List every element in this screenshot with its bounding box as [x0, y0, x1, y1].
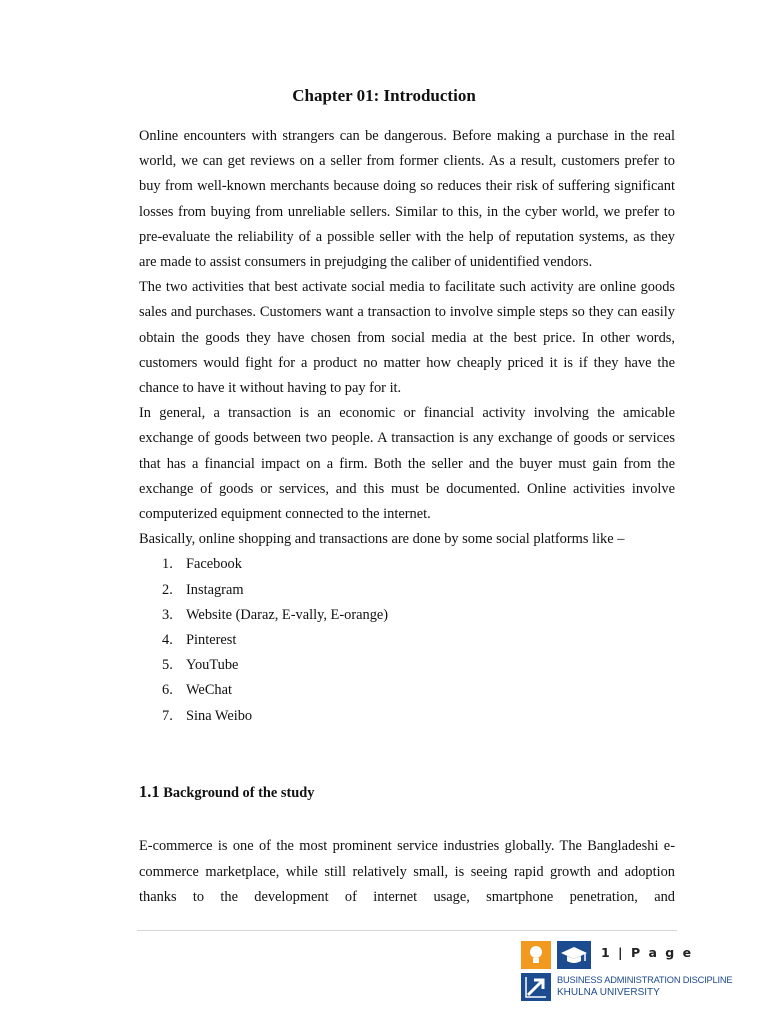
- graduation-cap-icon: [557, 941, 591, 969]
- lightbulb-icon: [521, 941, 551, 969]
- list-item-number: 7.: [162, 707, 173, 724]
- list-item: [139, 678, 675, 703]
- list-item-label: Sina Weibo: [186, 707, 253, 724]
- section-paragraph: E-commerce is one of the most prominent service industries globally. The Bangladeshi e-commerce marketplace, while still relatively small, is seeing rapid growth and adoption thanks to the development of internet usage, smartphone penetration, and: [139, 838, 675, 905]
- list-item-number: 2.: [162, 581, 173, 598]
- list-item: [139, 603, 675, 628]
- university-name: KHULNA UNIVERSITY: [557, 987, 660, 998]
- list-item-label: WeChat: [186, 682, 232, 699]
- list-item: [139, 704, 675, 729]
- section-heading: [139, 782, 315, 802]
- intro-paragraph-3: In general, a transaction is an economic or financial activity involving the amicable exchange of goods between two people. A transaction is any exchange of goods or services that has a financial impact on a firm. Both the seller and the buyer must gain from the exchange of goods or services, and this must be documented. Online activities involve computerized equipment connected to the internet.: [139, 405, 675, 523]
- list-item: [139, 578, 675, 603]
- page-footer: [519, 940, 733, 1002]
- chapter-title: Chapter 01: Introduction: [292, 86, 476, 105]
- page-number: 1 | P a g e: [601, 945, 694, 960]
- intro-paragraph-4: Basically, online shopping and transactions are done by some social platforms like –: [139, 531, 625, 548]
- list-item-label: YouTube: [186, 657, 239, 674]
- intro-paragraph-1: Online encounters with strangers can be dangerous. Before making a purchase in the real world, we can get reviews on a seller from former clients. As a result, customers prefer to buy from well-known merchants because doing so reduces their risk of suffering significant losses from buying from unreliable sellers. Similar to this, in the cyber world, we prefer to pre-evaluate the reliability of a possible seller with the help of reputation systems, as they are made to assist consumers in prejudging the caliber of unidentified vendors.: [139, 128, 675, 271]
- list-item-number: 1.: [162, 556, 173, 573]
- list-item-number: 3.: [162, 606, 173, 623]
- section-number: 1.1: [139, 782, 160, 801]
- platform-list: [139, 552, 675, 728]
- list-item: [139, 628, 675, 653]
- list-item: [139, 552, 675, 577]
- intro-paragraph-2: The two activities that best activate social media to facilitate such activity are online goods sales and purchases. Customers want a transaction to involve simple steps so they can easily obtain the goods they have chosen from social media at the best price. In other words, customers would fight for a product no matter how cheaply priced it is if they have the chance to have it without having to pay for it.: [139, 279, 675, 397]
- list-item-label: Facebook: [186, 556, 242, 573]
- arrow-logo-icon: [521, 973, 551, 1001]
- intro-body: [139, 124, 675, 729]
- list-item-number: 6.: [162, 682, 173, 699]
- list-item-number: 4.: [162, 632, 173, 649]
- section-title: Background of the study: [163, 785, 315, 801]
- list-item-label: Website (Daraz, E-vally, E-orange): [186, 606, 389, 623]
- list-item-label: Instagram: [186, 581, 244, 598]
- list-item: [139, 653, 675, 678]
- list-item-label: Pinterest: [186, 632, 237, 649]
- list-item-number: 5.: [162, 657, 173, 674]
- footer-divider: [137, 930, 677, 931]
- discipline-name: BUSINESS ADMINISTRATION DISCIPLINE: [557, 975, 733, 985]
